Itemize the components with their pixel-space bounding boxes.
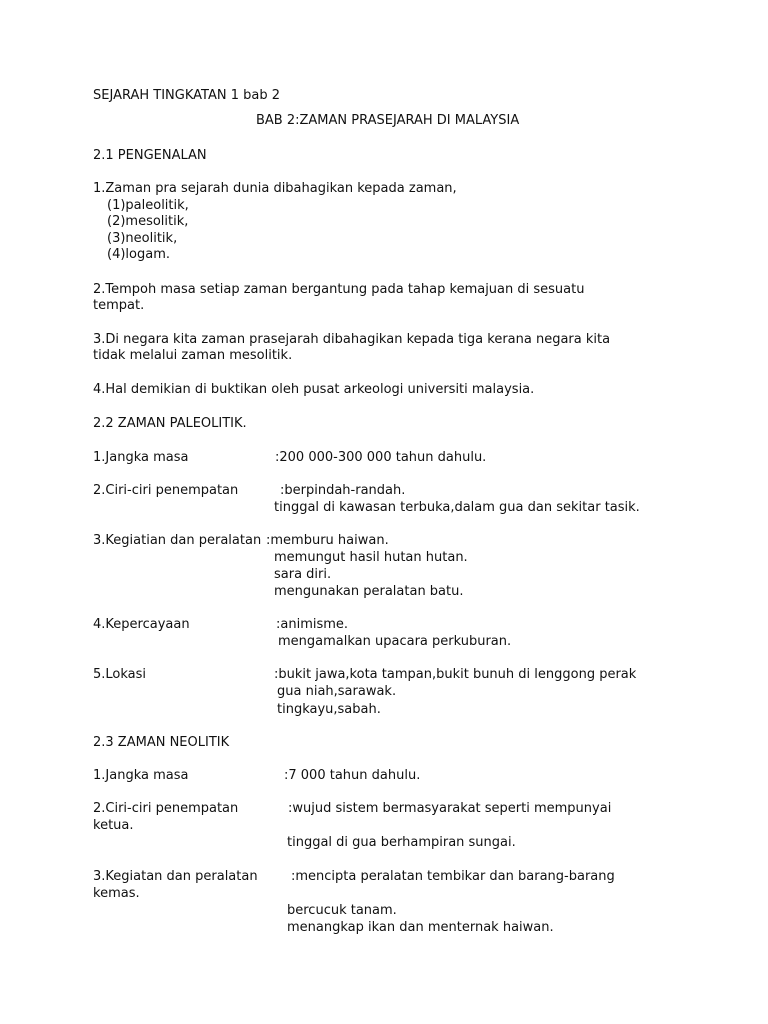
field-value: :bukit jawa,kota tampan,bukit bunuh di lenggong perak <box>274 667 637 682</box>
field-label: 1.Jangka masa <box>93 768 189 783</box>
field-wrap: kemas. <box>93 886 140 901</box>
field-continuation: gua niah,sarawak. <box>277 684 397 699</box>
list-item: (4)logam. <box>107 247 170 262</box>
field-label: 2.Ciri-ciri penempatan <box>93 483 239 498</box>
list-item: (3)neolitik, <box>107 231 178 246</box>
section-heading-pengenalan: 2.1 PENGENALAN <box>93 148 207 163</box>
field-continuation: mengamalkan upacara perkuburan. <box>278 634 512 649</box>
field-continuation: tinggal di gua berhampiran sungai. <box>287 835 516 850</box>
field-value: :memburu haiwan. <box>266 533 389 548</box>
paragraph-3-line: 3.Di negara kita zaman prasejarah dibahagikan kepada tiga kerana negara kita <box>93 332 611 347</box>
field-value: :wujud sistem bermasyarakat seperti mempunyai <box>288 801 612 816</box>
paragraph-3-line: tidak melalui zaman mesolitik. <box>93 348 293 363</box>
paragraph-4: 4.Hal demikian di buktikan oleh pusat arkeologi universiti malaysia. <box>93 382 535 397</box>
field-continuation: tinggal di kawasan terbuka,dalam gua dan sekitar tasik. <box>274 500 640 515</box>
field-value: :200 000-300 000 tahun dahulu. <box>275 450 487 465</box>
field-wrap: ketua. <box>93 818 134 833</box>
field-continuation: sara diri. <box>274 567 332 582</box>
paragraph-1: 1.Zaman pra sejarah dunia dibahagikan kepada zaman, <box>93 181 457 196</box>
field-value: :7 000 tahun dahulu. <box>284 768 421 783</box>
field-continuation: menangkap ikan dan menternak haiwan. <box>287 920 554 935</box>
field-continuation: memungut hasil hutan hutan. <box>274 550 468 565</box>
field-value: :berpindah-randah. <box>280 483 406 498</box>
field-label: 3.Kegiatan dan peralatan <box>93 869 258 884</box>
list-item: (2)mesolitik, <box>107 214 189 229</box>
field-value: :mencipta peralatan tembikar dan barang-barang <box>291 869 615 884</box>
field-continuation: tingkayu,sabah. <box>277 702 381 717</box>
field-label: 5.Lokasi <box>93 667 147 682</box>
paragraph-2-line: tempat. <box>93 298 145 313</box>
field-continuation: bercucuk tanam. <box>287 903 397 918</box>
paragraph-2-line: 2.Tempoh masa setiap zaman bergantung pada tahap kemajuan di sesuatu <box>93 282 585 297</box>
field-label: 2.Ciri-ciri penempatan <box>93 801 239 816</box>
list-item: (1)paleolitik, <box>107 198 189 213</box>
section-heading-neolitik: 2.3 ZAMAN NEOLITIK <box>93 735 230 750</box>
field-label: 3.Kegiatian dan peralatan <box>93 533 262 548</box>
document-header: SEJARAH TINGKATAN 1 bab 2 <box>93 88 280 103</box>
field-label: 4.Kepercayaan <box>93 617 190 632</box>
field-continuation: mengunakan peralatan batu. <box>274 584 464 599</box>
field-value: :animisme. <box>276 617 349 632</box>
chapter-title: BAB 2:ZAMAN PRASEJARAH DI MALAYSIA <box>256 113 520 128</box>
section-heading-paleolitik: 2.2 ZAMAN PALEOLITIK. <box>93 416 247 431</box>
field-label: 1.Jangka masa <box>93 450 189 465</box>
